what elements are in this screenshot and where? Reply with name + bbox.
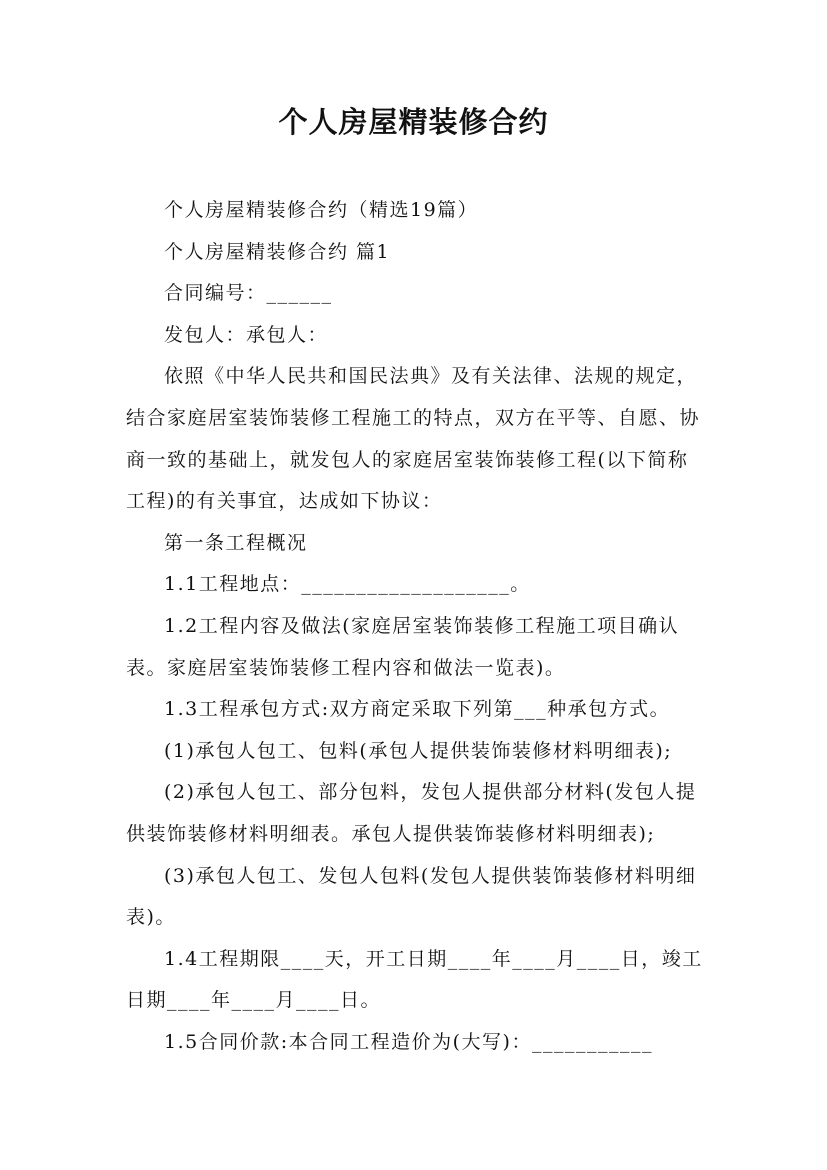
paragraph-1-1: 1.1工程地点：___________________。 bbox=[164, 573, 531, 596]
paragraph-option-3: (3)承包人包工、发包人包料(发包人提供装饰装修材料明细表)。 bbox=[126, 864, 697, 929]
paragraph-1-5: 1.5合同价款:本合同工程造价为(大写)：___________ bbox=[164, 1030, 653, 1053]
document-title: 个人房屋精装修合约 bbox=[278, 105, 549, 139]
paragraph-option-1: (1)承包人包工、包料(承包人提供装饰装修材料明细表); bbox=[164, 739, 673, 762]
paragraph-preamble: 依照《中华人民共和国民法典》及有关法律、法规的规定，结合家庭居室装饰装修工程施工的特点，双方在平等、自愿、协商一致的基础上，就发包人的家庭居室装饰装修工程(以下简称工程)的有关事宜，达成如下协议： bbox=[126, 365, 701, 513]
paragraph-subtitle: 个人房屋精装修合约（精选19篇） bbox=[164, 199, 479, 221]
paragraph-section-heading: 个人房屋精装修合约 篇1 bbox=[164, 240, 391, 263]
paragraph-option-2: (2)承包人包工、部分包料，发包人提供部分材料(发包人提供装饰装修材料明细表。承包人提供装饰装修材料明细表); bbox=[126, 781, 697, 845]
paragraph-parties: 发包人：承包人： bbox=[164, 323, 329, 346]
document-body bbox=[126, 190, 706, 1063]
paragraph-1-2: 1.2工程内容及做法(家庭居室装饰装修工程施工项目确认表。家庭居室装饰装修工程内容和做法一览表)。 bbox=[126, 614, 680, 679]
paragraph-1-3: 1.3工程承包方式:双方商定采取下列第___种承包方式。 bbox=[164, 698, 671, 721]
paragraph-1-4: 1.4工程期限____天，开工日期____年____月____日，竣工日期____年____月____日。 bbox=[126, 947, 703, 1012]
paragraph-contract-number: 合同编号：______ bbox=[164, 282, 333, 305]
paragraph-article-1: 第一条工程概况 bbox=[164, 531, 308, 554]
